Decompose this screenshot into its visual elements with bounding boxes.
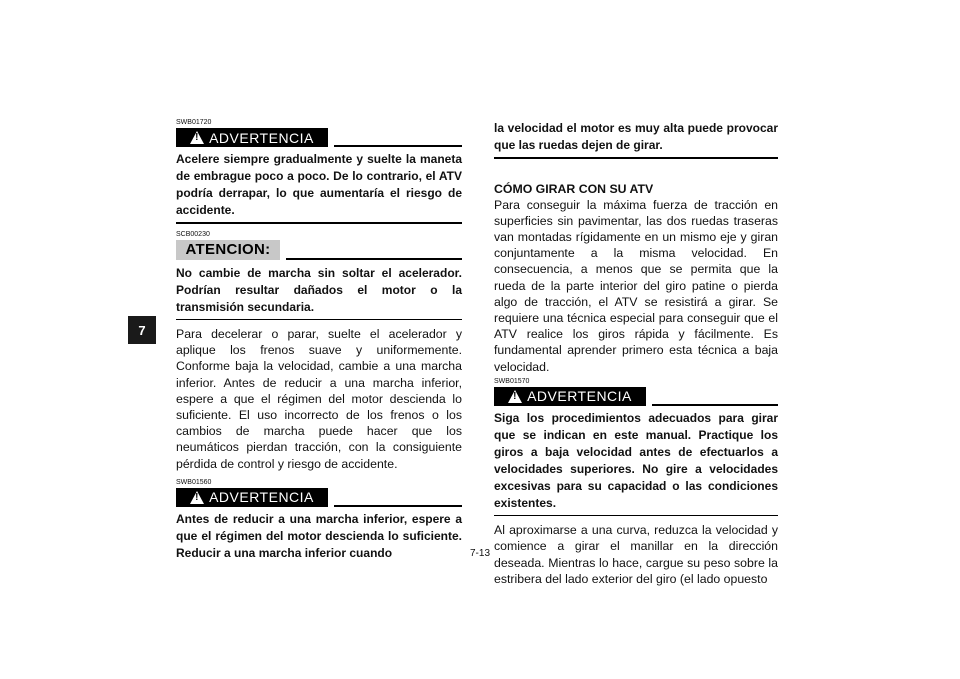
section-heading: CÓMO GIRAR CON SU ATV [494,181,654,196]
warning-triangle-icon [508,390,522,403]
warning-header [176,128,462,148]
warning-header [494,387,778,407]
chapter-tab: 7 [128,316,156,344]
warning-text: Siga los procedimientos adecuados para girar que se indican en este manual. Practique los giros a baja velocidad antes de efectuarlos a velocidades superiores. No gire a velocidades excesivas para su capacidad o las condiciones existentes. [494,410,778,510]
divider [176,222,462,224]
warning-header-line [652,404,778,406]
body-paragraph: Al aproximarse a una curva, reduzca la velocidad y comience a girar el manillar en la dirección deseada. Mientras lo hace, cargue su peso sobre la estribera del lado exterior del giro (el lado opuesto [494,523,778,586]
warning-continuation-text: la velocidad el motor es muy alta puede provocar que las ruedas dejen de girar. [494,121,778,152]
body-paragraph: Para conseguir la máxima fuerza de tracción en superficies sin pavimentar, las dos ruedas traseras van montadas rígidamente en un mismo eje y giran conjuntamente a la misma velocidad. En consecuencia, a menos que se permita que la rueda de la parte interior del giro patine o pierda algo de tracción, el ATV se resistirá a girar. Se requiere una técnica especial para conseguir que el ATV realice los giros rápida y fácilmente. Es fundamental aprender primero esta técnica a baja velocidad. [494,197,778,374]
warning-banner [494,387,646,406]
warning-triangle-icon [190,491,204,504]
warning-label: ADVERTENCIA [209,489,314,506]
page-number: 7-13 [469,548,490,559]
warning-label: ADVERTENCIA [527,388,632,405]
warning-header-line [334,505,462,507]
warning-header-line [334,145,462,147]
caution-banner: ATENCION: [176,240,280,260]
warning-code: SWB01560 [176,478,212,486]
caution-header-line [286,258,462,260]
body-paragraph: Para decelerar o parar, suelte el acelerador y aplique los frenos suave y uniformemente. Conforme baja la velocidad, cambie a una marcha inferior. Antes de reducir a una marcha inferior, espere a que el régimen del motor descienda lo suficiente. El uso incorrecto de los frenos o los cambios de marcha puede hacer que los neumáticos pierdan tracción, con la consiguiente pérdida de control y riesgo de accidente. [176,327,462,471]
caution-header [176,240,462,262]
warning-banner [176,488,328,507]
warning-header [176,488,462,508]
caution-code: SCB00230 [176,230,210,238]
right-column [494,120,778,587]
warning-label: ADVERTENCIA [209,129,314,146]
warning-text: Acelere siempre gradualmente y suelte la maneta de embrague poco a poco. De lo contrario, el ATV podría derrapar, lo que aumentaría el riesgo de accidente. [176,152,462,217]
warning-text: Antes de reducir a una marcha inferior, espere a que el régimen del motor descienda lo suficiente. Reducir a una marcha inferior cuando [176,511,462,560]
warning-banner [176,128,328,147]
divider [494,157,778,159]
left-column [176,118,462,562]
divider [176,319,462,321]
warning-code: SWB01720 [176,119,212,126]
divider [494,515,778,517]
caution-text: No cambie de marcha sin soltar el acelerador. Podrían resultar dañados el motor o la transmisión secundaria. [176,265,462,314]
warning-code: SWB01570 [494,377,530,385]
warning-triangle-icon [190,131,204,144]
